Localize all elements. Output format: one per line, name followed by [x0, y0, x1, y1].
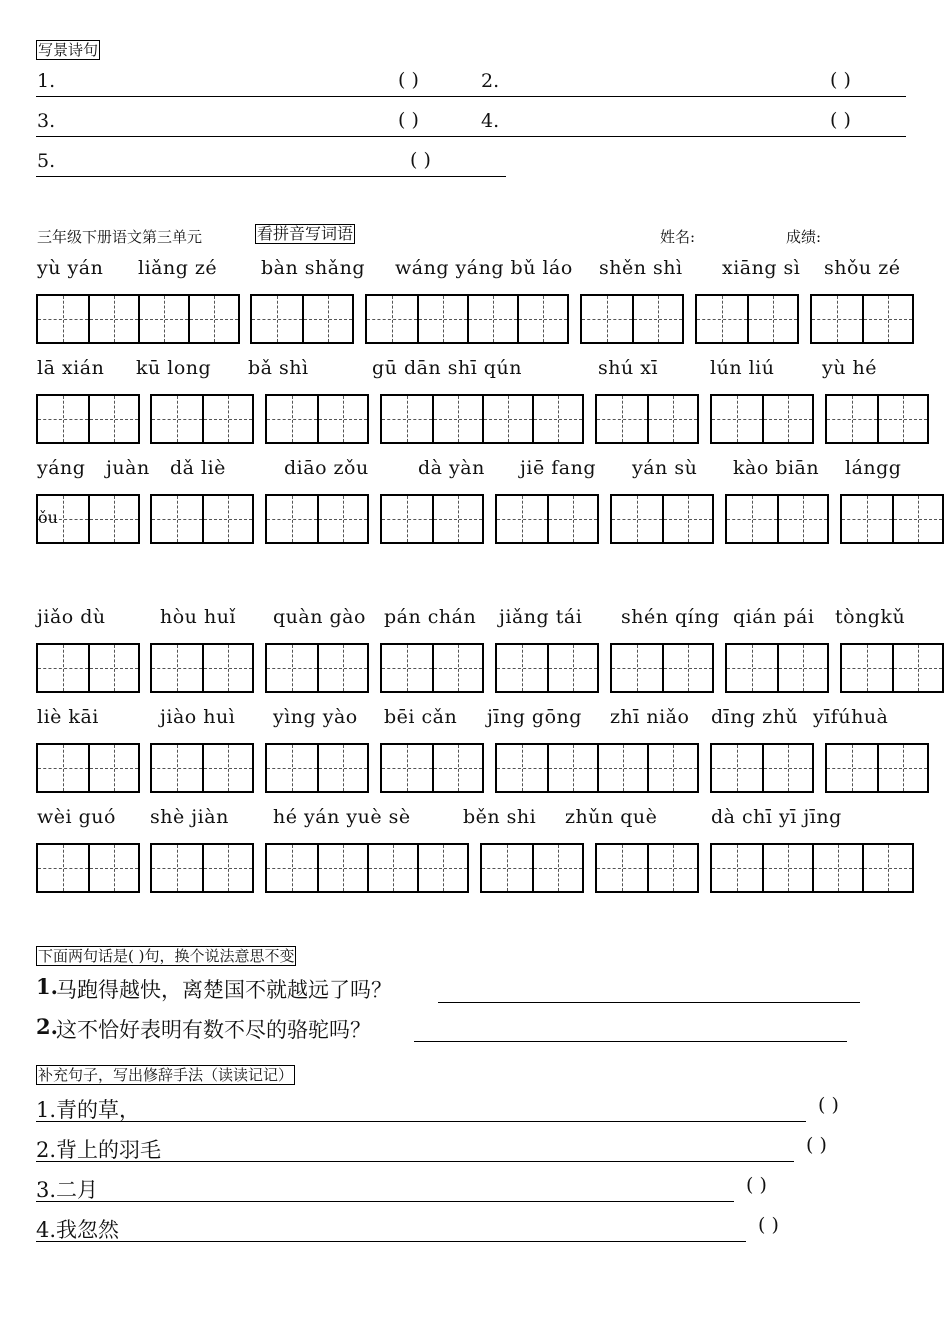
poem-line-1[interactable]: [36, 96, 906, 97]
pinyin-word: lángg: [845, 457, 902, 479]
pinyin-word: liè kāi: [37, 706, 99, 728]
complete-item-3-paren: ( ): [746, 1174, 767, 1196]
pinyin-word: yù yán: [37, 257, 104, 279]
char-grid[interactable]: [365, 294, 569, 344]
char-grid[interactable]: [380, 743, 484, 793]
char-grid[interactable]: [265, 494, 369, 544]
char-grid[interactable]: [36, 643, 140, 693]
pinyin-word: yáng: [37, 457, 86, 479]
poem-item-1-number: 1.: [37, 70, 56, 92]
complete-item-1: 1.青的草，: [36, 1098, 141, 1122]
pinyin-word: qián pái: [733, 606, 815, 628]
pinyin-word: běn shi: [463, 806, 537, 828]
char-grid[interactable]: [265, 394, 369, 444]
worksheet-title: 三年级下册语文第三单元: [37, 228, 203, 246]
rewrite-sentence-2: 这不恰好表明有数不尽的骆驼吗？: [56, 1018, 371, 1042]
char-grid[interactable]: [150, 743, 254, 793]
complete-item-3: 3.二月: [36, 1178, 99, 1202]
char-grid[interactable]: [810, 294, 914, 344]
char-grid[interactable]: [610, 494, 714, 544]
char-grid[interactable]: [495, 743, 699, 793]
pinyin-word: dà yàn: [418, 457, 485, 479]
char-grid[interactable]: [840, 494, 944, 544]
pinyin-word: dǎ liè: [170, 457, 226, 479]
char-grid[interactable]: [725, 494, 829, 544]
poem-line-2[interactable]: [36, 136, 906, 137]
char-grid[interactable]: [580, 294, 684, 344]
poem-item-3-paren: ( ): [398, 109, 419, 131]
poem-item-2-paren: ( ): [830, 69, 851, 91]
char-grid[interactable]: [825, 394, 929, 444]
char-grid[interactable]: [36, 843, 140, 893]
complete-line-2[interactable]: [36, 1161, 794, 1162]
rewrite-sentence-1: 马跑得越快，离楚国不就越远了吗？: [56, 978, 392, 1002]
char-grid[interactable]: [710, 743, 814, 793]
char-grid[interactable]: [480, 843, 584, 893]
pinyin-word: liǎng zé: [138, 257, 218, 279]
poem-item-4-number: 4.: [481, 110, 500, 132]
char-grid[interactable]: [380, 643, 484, 693]
char-grid[interactable]: [265, 843, 469, 893]
char-grid[interactable]: [840, 643, 944, 693]
poem-item-3-number: 3.: [37, 110, 56, 132]
complete-item-4: 4.我忽然: [36, 1218, 120, 1242]
complete-line-1[interactable]: [36, 1121, 806, 1122]
pinyin-word: bǎ shì: [248, 357, 309, 379]
char-grid[interactable]: [36, 394, 140, 444]
pinyin-word: jiào huì: [160, 706, 236, 728]
char-grid[interactable]: [825, 743, 929, 793]
pinyin-word: jīng gōng: [487, 706, 582, 728]
char-grid[interactable]: [265, 643, 369, 693]
poem-item-1-paren: ( ): [398, 69, 419, 91]
pinyin-word: lā xián: [37, 357, 105, 379]
complete-section-label: 补充句子，写出修辞手法（读读记记）: [38, 1066, 294, 1084]
pinyin-word: lún liú: [710, 357, 775, 379]
pinyin-word: tòngkǔ: [835, 606, 906, 628]
score-label: 成绩:: [786, 228, 822, 246]
rewrite-answer-line-1[interactable]: [438, 1002, 860, 1003]
pinyin-word: dīng zhǔ: [711, 706, 799, 728]
poem-item-5-number: 5.: [37, 150, 56, 172]
char-grid[interactable]: [265, 743, 369, 793]
char-grid[interactable]: [36, 743, 140, 793]
pinyin-word: wáng yáng bǔ láo: [395, 257, 573, 279]
poem-line-3[interactable]: [36, 176, 506, 177]
char-grid[interactable]: [595, 394, 699, 444]
pinyin-word: xiāng sì: [722, 257, 801, 279]
complete-item-2: 2.背上的羽毛: [36, 1138, 162, 1162]
complete-item-2-paren: ( ): [806, 1134, 827, 1156]
complete-line-3[interactable]: [36, 1201, 734, 1202]
char-grid[interactable]: [380, 394, 584, 444]
char-grid[interactable]: [610, 643, 714, 693]
pinyin-word: quàn gào: [273, 606, 366, 628]
poem-item-4-paren: ( ): [830, 109, 851, 131]
pinyin-word: shú xī: [598, 357, 659, 379]
pinyin-word: shè jiàn: [150, 806, 229, 828]
char-grid[interactable]: [695, 294, 799, 344]
char-grid[interactable]: [150, 843, 254, 893]
pinyin-word: diāo zǒu: [284, 457, 369, 479]
char-grid[interactable]: [495, 494, 599, 544]
char-grid[interactable]: [150, 394, 254, 444]
overflow-pinyin: ǒu: [38, 508, 58, 527]
char-grid[interactable]: [250, 294, 354, 344]
pinyin-word: pán chán: [384, 606, 477, 628]
poem-item-5-paren: ( ): [410, 149, 431, 171]
char-grid[interactable]: [710, 843, 914, 893]
poem-section-label: 写景诗句: [38, 41, 99, 59]
char-grid[interactable]: [150, 643, 254, 693]
pinyin-word: wèi guó: [37, 806, 116, 828]
char-grid[interactable]: [725, 643, 829, 693]
pinyin-word: juàn: [106, 457, 150, 479]
pinyin-word: shén qíng: [621, 606, 720, 628]
pinyin-word: jiē fang: [520, 457, 597, 479]
rewrite-section-label: 下面两句话是( )句，换个说法意思不变: [38, 947, 295, 965]
pinyin-word: gū dān shī qún: [372, 357, 522, 379]
pinyin-word: hòu huǐ: [160, 606, 237, 628]
pinyin-word: zhǔn què: [565, 806, 658, 828]
pinyin-word: yù hé: [822, 357, 877, 379]
pinyin-word: bēi cǎn: [384, 706, 458, 728]
pinyin-word: zhī niǎo: [610, 706, 690, 728]
char-grid[interactable]: [710, 394, 814, 444]
pinyin-word: hé yán yuè sè: [273, 806, 411, 828]
pinyin-word: kū long: [136, 357, 212, 379]
pinyin-word: jiǎo dù: [37, 606, 106, 628]
name-label: 姓名:: [660, 228, 696, 246]
complete-line-4[interactable]: [36, 1241, 746, 1242]
pinyin-word: shǒu zé: [824, 257, 901, 279]
pinyin-word: yìng yào: [273, 706, 358, 728]
pinyin-word: dà chī yī jīng: [711, 806, 842, 828]
pinyin-section-label: 看拼音写词语: [257, 224, 354, 243]
pinyin-word: kào biān: [733, 457, 820, 479]
pinyin-word: shěn shì: [599, 257, 683, 279]
rewrite-sentence-2-number: 2.: [36, 1014, 58, 1039]
char-grid[interactable]: [150, 494, 254, 544]
rewrite-sentence-1-number: 1.: [36, 974, 58, 999]
char-grid[interactable]: [380, 494, 484, 544]
rewrite-answer-line-2[interactable]: [414, 1041, 847, 1042]
char-grid[interactable]: [36, 294, 240, 344]
pinyin-word: jiǎng tái: [499, 606, 583, 628]
complete-item-1-paren: ( ): [818, 1094, 839, 1116]
pinyin-word: bàn shǎng: [261, 257, 365, 279]
complete-item-4-paren: ( ): [758, 1214, 779, 1236]
pinyin-word: yán sù: [632, 457, 698, 479]
char-grid[interactable]: [495, 643, 599, 693]
poem-item-2-number: 2.: [481, 70, 500, 92]
pinyin-word: yīfúhuà: [813, 706, 889, 728]
char-grid[interactable]: [595, 843, 699, 893]
